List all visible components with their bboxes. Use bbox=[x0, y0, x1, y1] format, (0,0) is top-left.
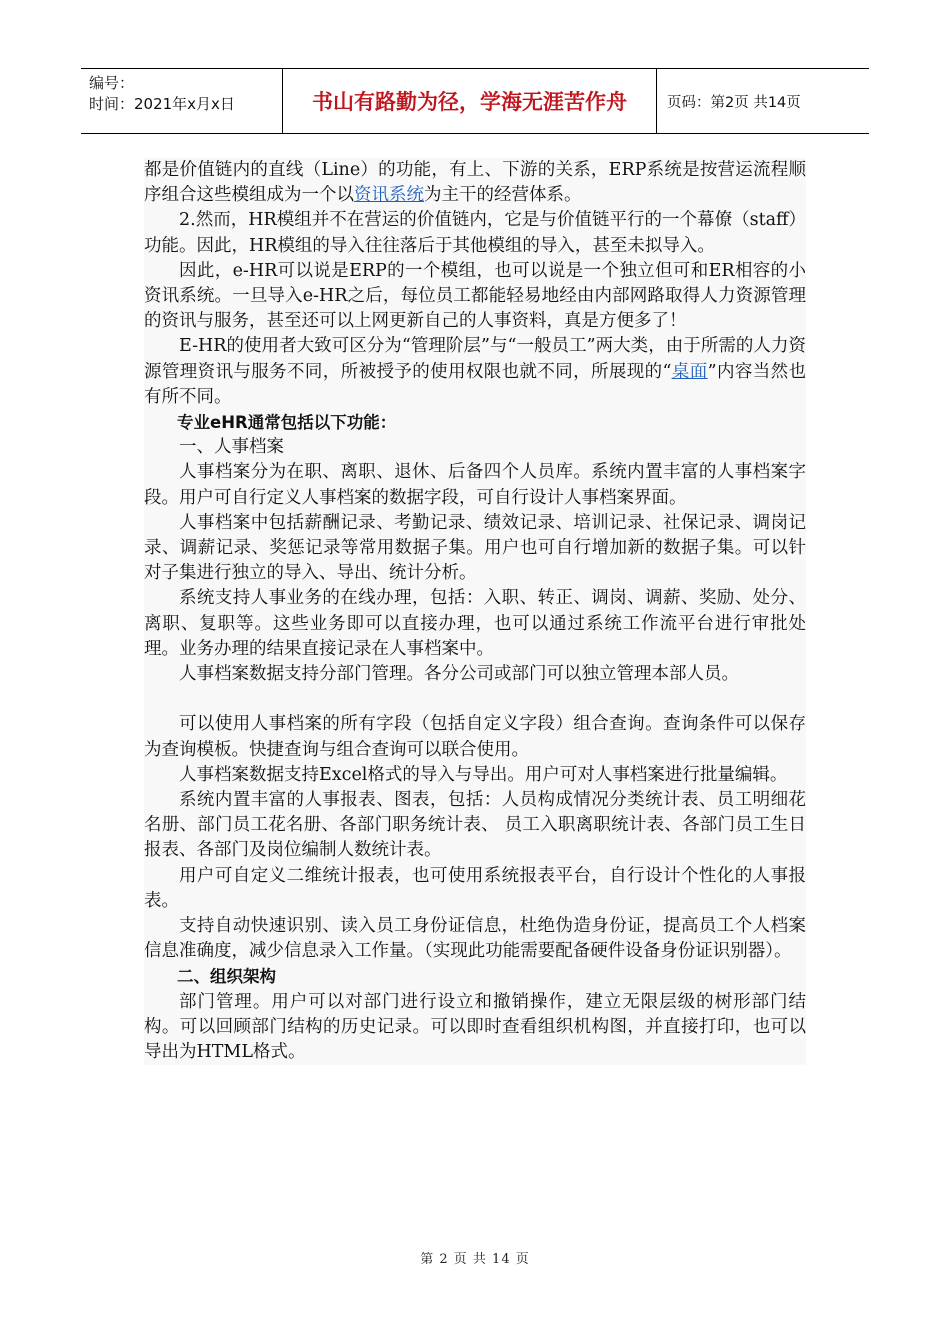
page-footer: 第 2 页 共 14 页 bbox=[420, 1252, 530, 1267]
blank-line bbox=[144, 687, 806, 712]
paragraph: 2.然而，HR模组并不在营运的价值链内，它是与价值链平行的一个幕僚（staff）功能。因此，HR模组的导入往往落后于其他模组的导入，甚至未拟导入。 bbox=[144, 210, 806, 256]
paragraph: 人事档案数据支持分部门管理。各分公司或部门可以独立管理本部人员。 bbox=[179, 664, 739, 685]
paragraph: 人事档案分为在职、离职、退休、后备四个人员库。系统内置丰富的人事档案字段。用户可自行定义人事档案的数据字段，可自行设计人事档案界面。 bbox=[144, 462, 806, 508]
paragraph: 系统内置丰富的人事报表、图表，包括：人员构成情况分类统计表、员工明细花名册、部门员工花名册、各部门职务统计表、 员工入职离职统计表、各部门员工生日报表、各部门及岗位编制人数统计表。 bbox=[144, 790, 806, 861]
paragraph: 人事档案中包括薪酬记录、考勤记录、绩效记录、培训记录、社保记录、调岗记录、调薪记录、奖惩记录等常用数据子集。用户也可自行增加新的数据子集。可以针对子集进行独立的导入、导出、统计分析。 bbox=[144, 512, 806, 584]
subsection-title: 一、人事档案 bbox=[179, 437, 284, 458]
section-heading: 二、组织架构 bbox=[177, 967, 276, 987]
paragraph: 支持自动快速识别、读入员工身份证信息，杜绝伪造身份证，提高员工个人档案信息准确度，减少信息录入工作量。（实现此功能需要配备硬件设备身份证识别器）。 bbox=[144, 916, 806, 962]
paragraph: 因此，e-HR可以说是ERP的一个模组，也可以说是一个独立但可和ER相容的小资讯系统。一旦导入e-HR之后，每位员工都能轻易地经由内部网路取得人力资源管理的资讯与服务，甚至还可以上网更新自己的人事资料，真是方便多了！ bbox=[144, 260, 806, 332]
paragraph: E-HR的使用者大致可区分为“管理阶层”与“一般员工”两大类，由于所需的人力资源管理资讯与服务不同，所被授予的使用权限也就不同，所展现的“桌面”内容当然也有所不同。 bbox=[144, 336, 807, 407]
header-meta bbox=[81, 69, 283, 133]
time-label: 时间：2021年x月x日 bbox=[89, 95, 235, 113]
paragraph: 系统支持人事业务的在线办理，包括：入职、转正、调岗、调薪、奖励、处分、离职、复职等。这些业务即可以直接办理，也可以通过系统工作流平台进行审批处理。业务办理的结果直接记录在人事档案中。 bbox=[144, 588, 806, 659]
page-header bbox=[81, 68, 869, 134]
section-heading: 专业eHR通常包括以下功能： bbox=[177, 413, 397, 433]
link-desktop[interactable]: 桌面 bbox=[671, 361, 708, 382]
link-info-system[interactable]: 资讯系统 bbox=[354, 185, 424, 206]
document-body bbox=[144, 158, 806, 1065]
paragraph: 人事档案数据支持Excel格式的导入与导出。用户可对人事档案进行批量编辑。 bbox=[179, 764, 788, 785]
paragraph: 可以使用人事档案的所有字段（包括自定义字段）组合查询。查询条件可以保存为查询模板。快捷查询与组合查询可以联合使用。 bbox=[144, 714, 806, 760]
header-slogan: 书山有路勤为径，学海无涯苦作舟 bbox=[283, 69, 657, 133]
paragraph: 部门管理。用户可以对部门进行设立和撤销操作，建立无限层级的树形部门结构。可以回顾部门结构的历史记录。可以即时查看组织机构图，并直接打印，也可以导出为HTML格式。 bbox=[144, 991, 806, 1063]
code-label: 编号： bbox=[89, 74, 135, 92]
paragraph: 用户可自定义二维统计报表，也可使用系统报表平台，自行设计个性化的人事报表。 bbox=[144, 865, 806, 911]
paragraph: 都是价值链内的直线（Line）的功能，有上、下游的关系，ERP系统是按营运流程顺序组合这些模组成为一个以资讯系统为主干的经营体系。 bbox=[144, 160, 806, 206]
header-page-info: 页码：第2页 共14页 bbox=[667, 94, 801, 111]
